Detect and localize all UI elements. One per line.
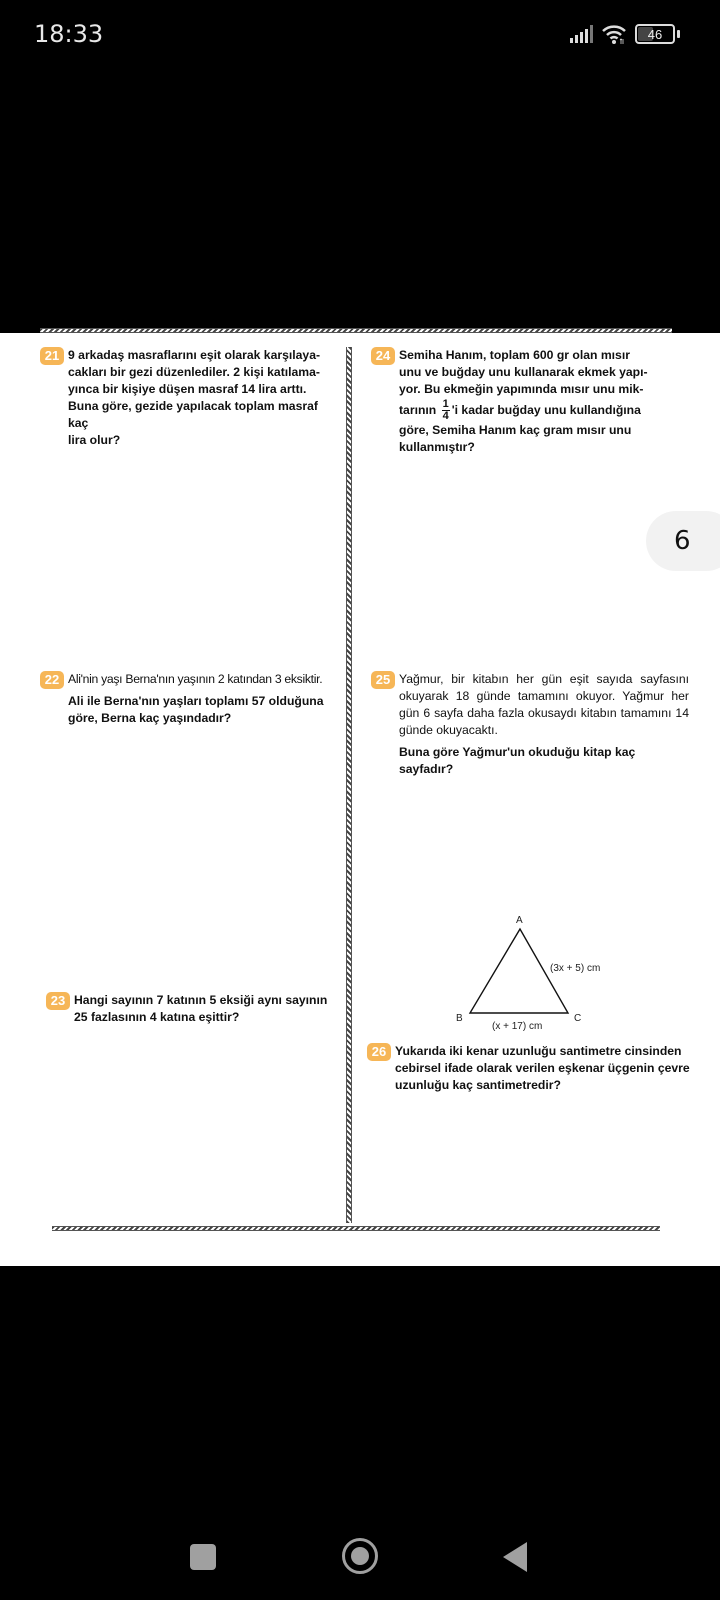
question-24: [371, 347, 671, 456]
question-number-badge: 21: [40, 347, 64, 365]
signal-icon: [570, 25, 593, 43]
center-rope-divider: [346, 347, 352, 1223]
question-line: 25 fazlasının 4 katına eşittir?: [74, 1010, 240, 1024]
fraction-denominator: 4: [442, 410, 449, 423]
equilateral-triangle-figure: [450, 915, 650, 1037]
question-line: yor. Bu ekmeğin yapımında mısır unu mik-: [399, 382, 644, 396]
question-line: Ali ile Berna'nın yaşları toplamı 57 olduğuna: [68, 694, 324, 708]
question-25: [371, 671, 689, 778]
question-number-badge: 23: [46, 992, 70, 1010]
status-bar: [0, 0, 720, 70]
question-line: kullanmıştır?: [399, 440, 475, 455]
question-number-badge: 24: [371, 347, 395, 365]
battery-icon: [635, 24, 675, 44]
fraction-after-text: 'i kadar buğday unu kullandığına: [451, 403, 641, 417]
vertex-c-label: C: [574, 1013, 582, 1024]
question-line: cebirsel ifade olarak verilen eşkenar üçgenin çevre: [395, 1061, 690, 1075]
question-text: [74, 992, 346, 1026]
question-text: [68, 671, 345, 727]
status-icons: [570, 24, 680, 44]
battery-tip: [677, 30, 680, 38]
side-ac-label: (3x + 5) cm: [550, 963, 601, 974]
question-line: unu ve buğday unu kullanarak ekmek yapı-: [399, 365, 648, 379]
vertex-a-label: A: [516, 915, 523, 926]
home-icon: [351, 1547, 369, 1565]
question-23: [46, 992, 346, 1026]
vertex-b-label: B: [456, 1013, 463, 1024]
question-number-badge: 25: [371, 671, 395, 689]
question-prompt: Buna göre Yağmur'un okuduğu kitap kaç sayfadır?: [399, 745, 636, 776]
fraction-one-quarter: [442, 399, 450, 422]
question-intro: Ali'nin yaşı Berna'nın yaşının 2 katından 3 eksiktir.: [68, 672, 323, 686]
question-21: [40, 347, 340, 449]
fraction-before-text: tarının: [399, 403, 437, 417]
question-line: 9 arkadaş masraflarını eşit olarak karşılaya-: [68, 348, 321, 362]
question-22: [40, 671, 345, 727]
question-26: [367, 1043, 692, 1094]
fraction-numerator: 1: [442, 398, 449, 411]
question-intro: Yağmur, bir kitabın her gün eşit sayıda sayfasını okuyarak 18 günde tamamını okuyor. Yağmur her gün 6 sayfa daha fazla okusaydı kitabın tamamını 14 günde okuyacaktı.: [399, 672, 689, 737]
question-line: göre, Berna kaç yaşındadır?: [68, 711, 232, 725]
top-rope-divider: [40, 328, 672, 333]
page-number-indicator: 6: [646, 511, 720, 571]
question-line: uzunluğu kaç santimetredir?: [395, 1078, 561, 1092]
wifi-icon: [601, 24, 627, 44]
question-text: [68, 347, 340, 449]
question-line: Hangi sayının 7 katının 5 eksiği aynı sayının: [74, 993, 328, 1007]
question-text: [399, 347, 671, 456]
question-number-badge: 26: [367, 1043, 391, 1061]
question-line: göre, Semiha Hanım kaç gram mısır unu: [399, 423, 632, 438]
question-line: Semiha Hanım, toplam 600 gr olan mısır: [399, 348, 630, 362]
question-line-fraction: [399, 398, 671, 422]
question-text: [395, 1043, 692, 1094]
battery-level: 46: [647, 26, 663, 42]
question-line: Buna göre, gezide yapılacak toplam masraf kaç: [68, 399, 318, 430]
home-button[interactable]: [342, 1538, 378, 1574]
question-line: lira olur?: [68, 433, 121, 447]
triangle-svg: [450, 915, 650, 1037]
recent-apps-button[interactable]: [190, 1544, 216, 1570]
question-text: [399, 671, 689, 778]
back-button[interactable]: [503, 1542, 527, 1572]
bottom-rope-divider: [52, 1226, 660, 1231]
status-time: 18:33: [34, 20, 104, 48]
worksheet-page[interactable]: [0, 333, 720, 1266]
question-line: yınca bir kişiye düşen masraf 14 lira arttı.: [68, 382, 307, 396]
question-line: cakları bir gezi düzenlediler. 2 kişi katılama-: [68, 365, 320, 379]
question-number-badge: 22: [40, 671, 64, 689]
question-line: Yukarıda iki kenar uzunluğu santimetre cinsinden: [395, 1044, 682, 1058]
side-bc-label: (x + 17) cm: [492, 1021, 543, 1032]
